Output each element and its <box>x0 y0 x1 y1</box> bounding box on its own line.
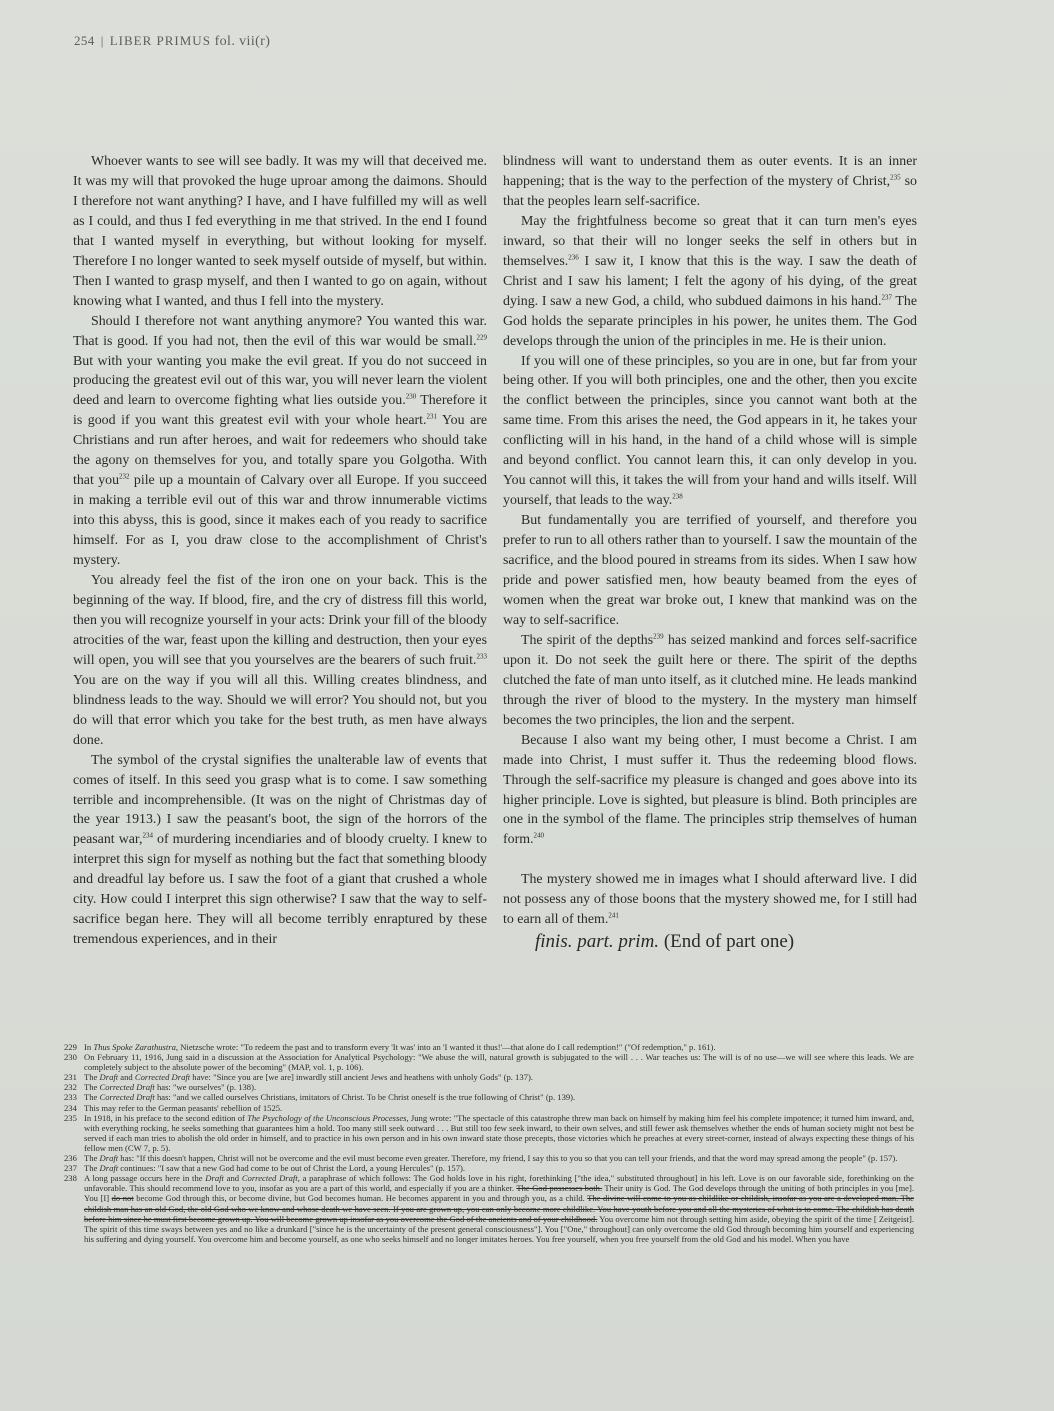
paragraph: You already feel the fist of the iron one on your back. This is the beginning of the way. If blood, fire, and the cry of distress fill this world, then you will recognize yourself in your acts: Drink your fill of the bloody atrocities of the war, feast upon the killing and destruction, then your eyes will open, you will see that you yourselves are the bearers of such fruit.$^{233}$ You are on the way if you will all this. Willing creates blindness, and blindness leads to the way. Should we will error? You should not, but you do will that error which you take for the best truth, as men have always done. <box>73 573 487 748</box>
footnote: 237 The Draft continues: "I saw that a new God had come to be out of Christ the Lord, a young Hercules" (p. 157). <box>64 1163 466 1174</box>
footnote-ref[interactable]: 232 <box>119 472 130 481</box>
footnote: 230 On February 11, 1916, Jung said in a discussion at the Association for Analytical Psychology: "We abuse the will, natural growth is subjugated to the will . . . War teaches us: The will is of no use—we will see where this leads. We are completely subject to the absolute power of the becoming" (MAP, vol. 1, p. 106). <box>64 1052 914 1073</box>
footnote: 231 The Draft and Corrected Draft have: "Since you are [we are] inwardly still ancient Jews and heathens with unholy Gods" (p. 137). <box>64 1072 533 1083</box>
footnote-ref[interactable]: 238 <box>672 492 683 501</box>
folio-reference: fol. vii(r) <box>214 34 271 49</box>
finis-english: (End of part one) <box>663 931 795 953</box>
running-head-separator: | <box>100 33 104 48</box>
footnote-ref[interactable]: 236 <box>568 253 579 262</box>
paragraph: But fundamentally you are terrified of yourself, and therefore you prefer to run to all others rather than to yourself. I saw the mountain of the sacrifice, and the blood poured in streams from its sides. When I saw how pride and power satisfied men, how beauty beamed from the eyes of women when the great war broke out, I knew that mankind was on the way to self-sacrifice. <box>503 513 917 628</box>
footnote-ref[interactable]: 231 <box>426 412 437 421</box>
footnote-ref[interactable]: 230 <box>405 392 417 401</box>
footnote-ref[interactable]: 237 <box>881 293 892 302</box>
footnote: 232 The Corrected Draft has: "we ourselves" (p. 138). <box>64 1082 257 1093</box>
struck-text: do not <box>111 1193 134 1204</box>
struck-text: The God possesses both. <box>516 1183 603 1194</box>
footnote-ref[interactable]: 239 <box>653 632 664 641</box>
struck-text: The divine will come to you as childlike or childish, insofar as you are a developed man. The childish man has an old God, the old God who we know and whose death we have seen. If you are grown up, you can only become more childlike. You have youth before you and all the mysteries of what is to come. The childish has death before him since he must first become grown up. You will become grown up insofar as you overcome the God of the ancients and of your childhood. <box>84 1193 914 1224</box>
page-number: 254 <box>74 33 95 48</box>
footnote-ref[interactable]: 241 <box>608 911 619 920</box>
paragraph: Because I also want my being other, I must become a Christ. I am made into Christ, I must suffer it. Thus the redeeming blood flows. Through the self-sacrifice my pleasure is changed and goes above into its higher principle. Love is sighted, but pleasure is blind. Both principles are one in the symbol of the flame. The principles strip themselves of human form.$^{240}$ <box>503 732 917 848</box>
footnote: 238 A long passage occurs here in the Draft and Corrected Draft, a paraphrase of which follows: The God holds love in his right, forethinking ["the idea," substituted throughout] in his left. Love is on our favorable side, forethinking on the unfavorable. This should recommend love to you, insofar as you are a part of this world, and especially if you are a thinker. The God possesses both. Their unity is God. The God develops through the uniting of both principles in you [me]. You [I] do not become God through this, or become divine, but God becomes human. He becomes apparent in you and through you, as a child. The divine will come to you as childlike or childish, insofar as you are a developed man. The childish man has an old God, the old God who we know and whose death we have seen. If you are grown up, you can only become more childlike. You have youth before you and all the mysteries of what is to come. The childish has death before him since he must first become grown up. You will become grown up insofar as you overcome the God of the ancients and of your childhood. You overcome him not through setting him aside, obeying the spirit of the time [ Zeitgeist]. The spirit of this time sways between yes and no like a drunkard ["since he is the uncertainty of the present general consciousness"]. You ["One," throughout] can only overcome the old God through becoming him yourself and experiencing his suffering and dying yourself. You overcome him and become yourself, as one who seeks himself and no longer imitates heroes. You free yourself, when you free yourself from the old God and his model. When you have <box>64 1173 914 1244</box>
paragraph: The symbol of the crystal signifies the unalterable law of events that comes of itself. In this seed you grasp what is to come. I saw something terrible and incomprehensible. (It was on the night of Christmas day of the year 1913.) I saw the peasant's boot, the sign of the horrors of the peasant war,$^{234}$ of murdering incendiaries and of bloody cruelty. I knew to interpret this sign for myself as nothing but the fact that something bloody and dreadful lay before us. I saw the foot of a giant that crushed a whole city. How could I interpret this sign otherwise? I saw that the way to self-sacrifice began here. They will all become terribly enraptured by these tremendous experiences, and in their <box>73 752 487 948</box>
left-text-column <box>73 152 487 950</box>
footnote-ref[interactable]: 235 <box>890 173 901 182</box>
finis-latin: finis. part. prim. <box>535 931 660 953</box>
paragraph: The spirit of the depths$^{239}$ has seized mankind and forces self-sacrifice upon it. Do not seek the guilt here or there. The spirit of the depths clutched the fate of man unto itself, as it clutched mine. He leads mankind through the river of blood to the mystery. In the mystery man himself becomes the two principles, the lion and the serpent. <box>503 632 917 728</box>
footnote-ref[interactable]: 240 <box>533 831 544 840</box>
footnote: 233 The Corrected Draft has: "and we called ourselves Christians, imitators of Christ. To be Christ oneself is the true following of Christ" (p. 139). <box>64 1092 576 1103</box>
paragraph: Should I therefore not want anything anymore? You wanted this war. That is good. If you had not, then the evil of this war would be small.$^{229}$ But with your wanting you make the evil great. If you do not succeed in producing the greatest evil out of this war, you will never learn the violent deed and learn to overcome fighting what lies outside you.$^{230}$ Therefore it is good if you want this greatest evil with your whole heart.$^{231}$ You are Christians and run after heroes, and wait for redeemers who should take the agony on themselves for you, and totally spare you Golgotha. With that you$^{232}$ pile up a mountain of Calvary over all Europe. If you succeed in making a terrible evil out of this war and throw innumerable victims into this abyss, this is good, since it makes each of you ready to sacrifice himself. For as I, you draw close to the accomplishment of Christ's mystery. <box>73 313 487 569</box>
part-ending <box>503 930 917 954</box>
footnote: 234 This may refer to the German peasants' rebellion of 1525. <box>64 1102 283 1113</box>
paragraph: If you will one of these principles, so you are in one, but far from your being other. If you will both principles, one and the other, then you excite the conflict between the principles, since you cannot want both at the same time. From this arises the need, the God appears in it, he takes your conflicting will in his hand, in the hand of a child whose will is simple and beyond conflict. You cannot learn this, it can only develop in you. You cannot will this, it takes the will from your hand and wills itself. Will yourself, that leads to the way.$^{238}$ <box>503 353 917 509</box>
footnotes <box>64 1042 914 1244</box>
book-title: LIBER PRIMUS <box>109 33 211 48</box>
footnote-ref[interactable]: 234 <box>142 831 153 840</box>
paragraph: blindness will want to understand them as outer events. It is an inner happening; that is the way to the perfection of the mystery of Christ,$^{235}$ so that the peoples learn self-sacrifice. <box>503 154 917 209</box>
footnote: 235 In 1918, in his preface to the second edition of The Psychology of the Unconscious Processes, Jung wrote: "The spectacle of this catastrophe threw man back on himself by making him feel his complete impotence; it turned him inward, and, with everything rocking, he seeks something that guarantees him a hold. Too many still seek outward . . . But still too few seek inward, to their own selves, and still fewer ask themselves whether the ends of human society might not best be served if each man tries to abolish the old order in himself, and to practice in his own person and in his own inward state those precepts, those victories which he preaches at every street-corner, instead of always expecting these things of his fellow men (CW 7, p. 5). <box>64 1112 914 1153</box>
footnote-ref[interactable]: 233 <box>476 652 487 661</box>
footnote: 229 In Thus Spoke Zarathustra, Nietzsche wrote: "To redeem the past and to transform every 'It was' into an 'I wanted it thus!'—that alone do I call redemption!" ("Of redemption," p. 161). <box>64 1042 716 1052</box>
right-text-column <box>503 152 917 954</box>
paragraph: May the frightfulness become so great that it can turn men's eyes inward, so that their will no longer seeks the self in others but in themselves.$^{236}$ I saw it, I know that this is the way. I saw the death of Christ and I saw his lament; I felt the agony of his dying, of the great dying. I saw a new God, a child, who subdued daimons in his hand.$^{237}$ The God holds the separate principles in his power, he unites them. The God develops through the union of the principles in me. He is their union. <box>503 213 917 349</box>
footnote: 236 The Draft has: "If this doesn't happen, Christ will not be overcome and the evil must become even greater. Therefore, my friend, I say this to you so that you can tell your friends, and that the word may spread among the people" (p. 157). <box>64 1153 898 1164</box>
paragraph: Whoever wants to see will see badly. It was my will that deceived me. It was my will that provoked the huge uproar among the daimons. Should I therefore not want anything? I have, and I have fulfilled my will as well as I could, and thus I fed everything in me that strived. In the end I found that I wanted myself in everything, but without looking for myself. Therefore I no longer wanted to seek myself outside of myself, but within. Then I wanted to grasp myself, and then I wanted to go on again, without knowing what I wanted, and thus I fell into the mystery. <box>73 154 487 309</box>
paragraph: The mystery showed me in images what I should afterward live. I did not possess any of those boons that the mystery showed me, for I still had to earn all of them.$^{241}$ <box>503 872 917 928</box>
running-head <box>74 33 270 50</box>
footnote-ref[interactable]: 229 <box>476 332 487 341</box>
